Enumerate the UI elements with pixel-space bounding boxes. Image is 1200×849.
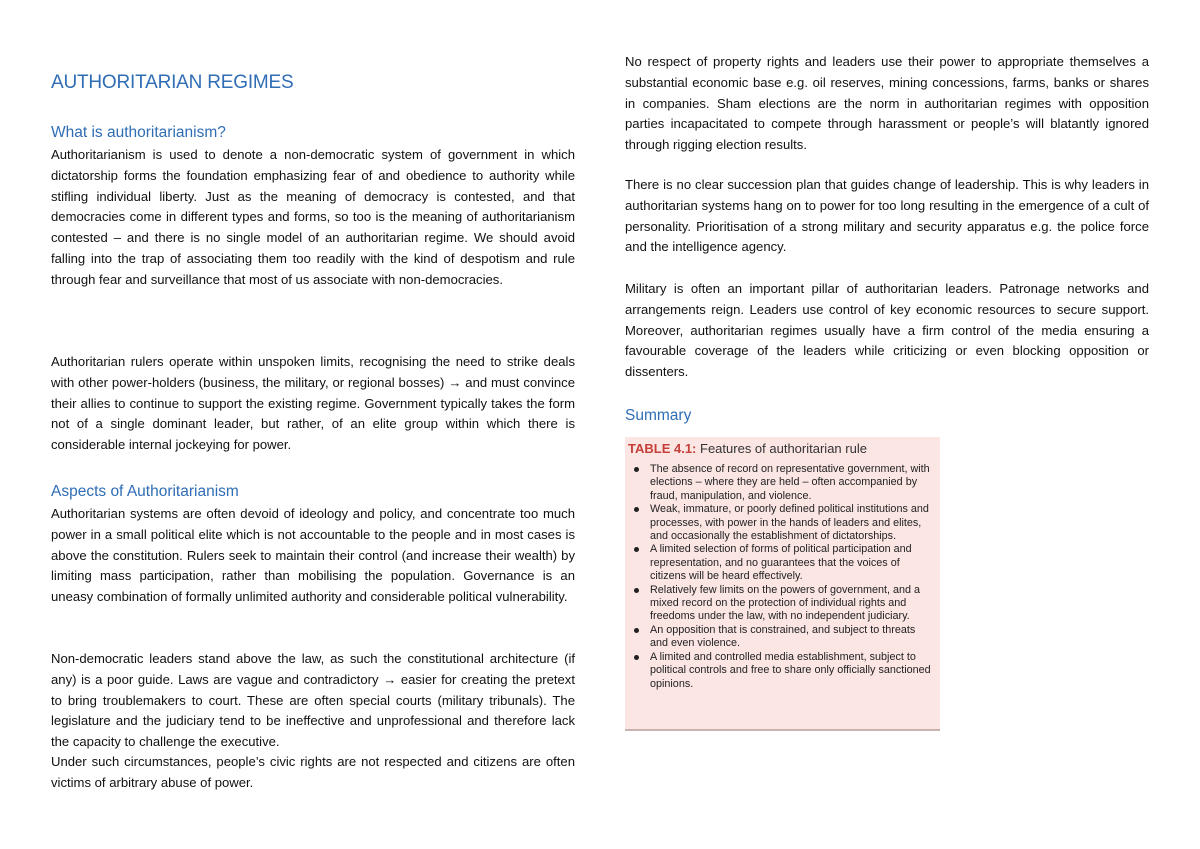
bullet-icon [634,588,639,593]
list-item: The absence of record on representative government, with elections – where they are held – often accompanied by fraud, manipulation, and violence. [628,463,932,503]
bullet-icon [634,655,639,660]
list-item: A limited and controlled media establishment, subject to political controls and free to share only officially sanctioned opinions. [628,651,932,691]
page-title: AUTHORITARIAN REGIMES [51,72,294,93]
list-item: An opposition that is constrained, and subject to threats and even violence. [628,624,932,651]
bullet-icon [634,547,639,552]
summary-table-figure [625,437,940,731]
list-item: Weak, immature, or poorly defined political institutions and processes, with power in the hands of leaders and elites, and occasionally the establishment of dictatorships. [628,503,932,543]
list-item: Relatively few limits on the powers of government, and a mixed record on the protection of individual rights and freedoms under the law, with no independent judiciary. [628,584,932,624]
section-heading-what-is: What is authoritarianism? [51,124,226,141]
paragraph-civic-rights: Under such circumstances, people’s civic rights are not respected and citizens are often victims of arbitrary abuse of power. [51,754,575,790]
paragraph-above-the-law: Non-democratic leaders stand above the law, as such the constitutional architecture (if any) is a poor guide. Laws are vague and contradictory → easier for creating the pretext to bring troublemakers to court. These are often special courts (military tribunals). The legislature and the judiciary tend to be ineffective and unprofessional and therefore lack the capacity to challenge the executive. [51,651,575,750]
bullet-icon [634,467,639,472]
list-item: A limited selection of forms of political participation and representation, and no guarantees that the voices of citizens will be heard effectively. [628,543,932,583]
paragraph-definition: Authoritarianism is used to denote a non-democratic system of government in which dictatorship forms the foundation emphasizing fear of and obedience to authority while stifling individual liberty. Just as the meaning of democracy is contested, and that democracies come in different types and forms, so too is the meaning of authoritarianism contested – and there is no single model of an authoritarian regime. We should avoid falling into the trap of associating them too readily with the kind of despotism and rule through fear and surveillance that most of us associate with non-democracies. [51,147,575,287]
section-heading-aspects: Aspects of Authoritarianism [51,483,239,500]
section-what-is [51,124,575,291]
paragraph-military: Military is often an important pillar of authoritarian leaders. Patronage networks and arrangements reign. Leaders use control of key economic resources to secure support. Moreover, authoritarian regimes usually have a firm control of the media ensuring a favourable coverage of the leaders while criticizing or even blocking opposition or dissenters. [625,281,1149,380]
section-aspects [51,483,575,608]
paragraph-devoid-of-ideology: Authoritarian systems are often devoid of ideology and policy, and concentrate too much power in a small political elite which is not accountable to the people and in most cases is above the constitution. Rulers seek to maintain their control (and increase their wealth) by limiting mass participation, rather than mobilising the population. Governance is an uneasy combination of formally unlimited authority and considerable political vulnerability. [51,506,575,605]
paragraph-unspoken-limits: Authoritarian rulers operate within unspoken limits, recognising the need to strike deals with other power-holders (business, the military, or regional bosses) → and must convince their allies to continue to support the existing regime. Government typically takes the form not of a single dominant leader, but rather, of an elite group within which there is considerable internal jockeying for power. [51,354,575,453]
bullet-icon [634,628,639,633]
table-title: Features of authoritarian rule [700,441,867,456]
section-heading-summary: Summary [625,407,692,424]
table-feature-list [628,463,932,691]
table-label: TABLE 4.1: [628,441,697,456]
bullet-icon [634,507,639,512]
paragraph-succession: There is no clear succession plan that guides change of leadership. This is why leaders in authoritarian systems hang on to power for too long resulting in the emergence of a cult of personality. Prioritisation of a strong military and security apparatus e.g. the police force and the intelligence agency. [625,177,1149,255]
table-caption [628,441,932,456]
paragraph-property-rights: No respect of property rights and leaders use their power to appropriate themselves a substantial economic base e.g. oil reserves, mining concessions, farms, banks or shares in companies. Sham elections are the norm in authoritarian regimes with opposition parties incapacitated to compete through harassment or people’s will blatantly ignored through rigging election results. [625,54,1149,153]
